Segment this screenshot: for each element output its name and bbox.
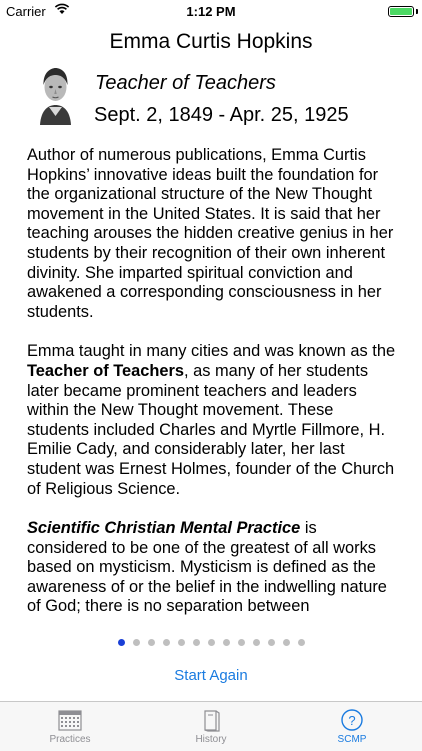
start-again-button[interactable]: Start Again [174,667,248,684]
page-dot[interactable] [193,639,200,646]
paragraph-3-text: is considered to be one of the greatest of all works based on mysticism. Mysticism is defined as the awareness of or the belief in the indwelling nature of God; there is no separation between [27,519,387,616]
paragraph-3 [27,519,397,617]
page-dot[interactable] [163,639,170,646]
page-dot[interactable] [118,639,125,646]
page-dot[interactable] [298,639,305,646]
tab-scmp[interactable] [282,702,422,751]
person-name: Emma Curtis Hopkins [109,30,313,53]
page-dot[interactable] [268,639,275,646]
tab-bar [0,701,422,751]
page-dot[interactable] [148,639,155,646]
subtitle: Teacher of Teachers [95,72,276,94]
book-icon [198,708,224,732]
page-dot[interactable] [223,639,230,646]
life-dates: Sept. 2, 1849 - Apr. 25, 1925 [94,104,349,126]
carrier-label: Carrier [6,4,46,19]
status-bar [0,0,422,22]
page-dot[interactable] [133,639,140,646]
calendar-icon [57,708,83,732]
paragraph-2-text-a: Emma taught in many cities and was known as the [27,342,396,361]
book-title: Scientific Christian Mental Practice [27,519,301,538]
portrait-image [33,63,78,125]
page-dot[interactable] [283,639,290,646]
paragraph-2-text-b: , as many of her students later became prominent teachers and leaders within the New Thought movement. These students included Charles and Myrtle Fillmore, H. Emilie Cady, and considerably later, her last student was Ernest Holmes, founder of the Church of Religious Science. [27,361,395,498]
battery-tip [416,9,418,14]
svg-text:?: ? [348,713,356,728]
page-indicator[interactable] [0,639,422,649]
paragraph-1: Author of numerous publications, Emma Curtis Hopkins’ innovative ideas built the foundation for the organizational structure of the New Thought movement in the United States. It is said that her teaching arouses the hidden creative genius in her students by their recognition of their own inherent divinity. She imparted spiritual conviction and awakened a corresponding consciousness in her students. [27,146,394,321]
tab-scmp-label: SCMP [337,734,367,745]
status-time: 1:12 PM [186,4,236,19]
battery-icon [388,6,414,17]
tab-history[interactable] [141,702,281,751]
teacher-of-teachers-bold: Teacher of Teachers [27,361,184,380]
tab-practices[interactable] [0,702,140,751]
tab-history-label: History [195,734,227,745]
page-dot[interactable] [208,639,215,646]
page-dot[interactable] [238,639,245,646]
page-dot[interactable] [253,639,260,646]
question-circle-icon [339,708,365,732]
tab-practices-label: Practices [49,734,91,745]
paragraph-2 [27,342,397,499]
page-dot[interactable] [178,639,185,646]
biography-text [27,146,397,622]
